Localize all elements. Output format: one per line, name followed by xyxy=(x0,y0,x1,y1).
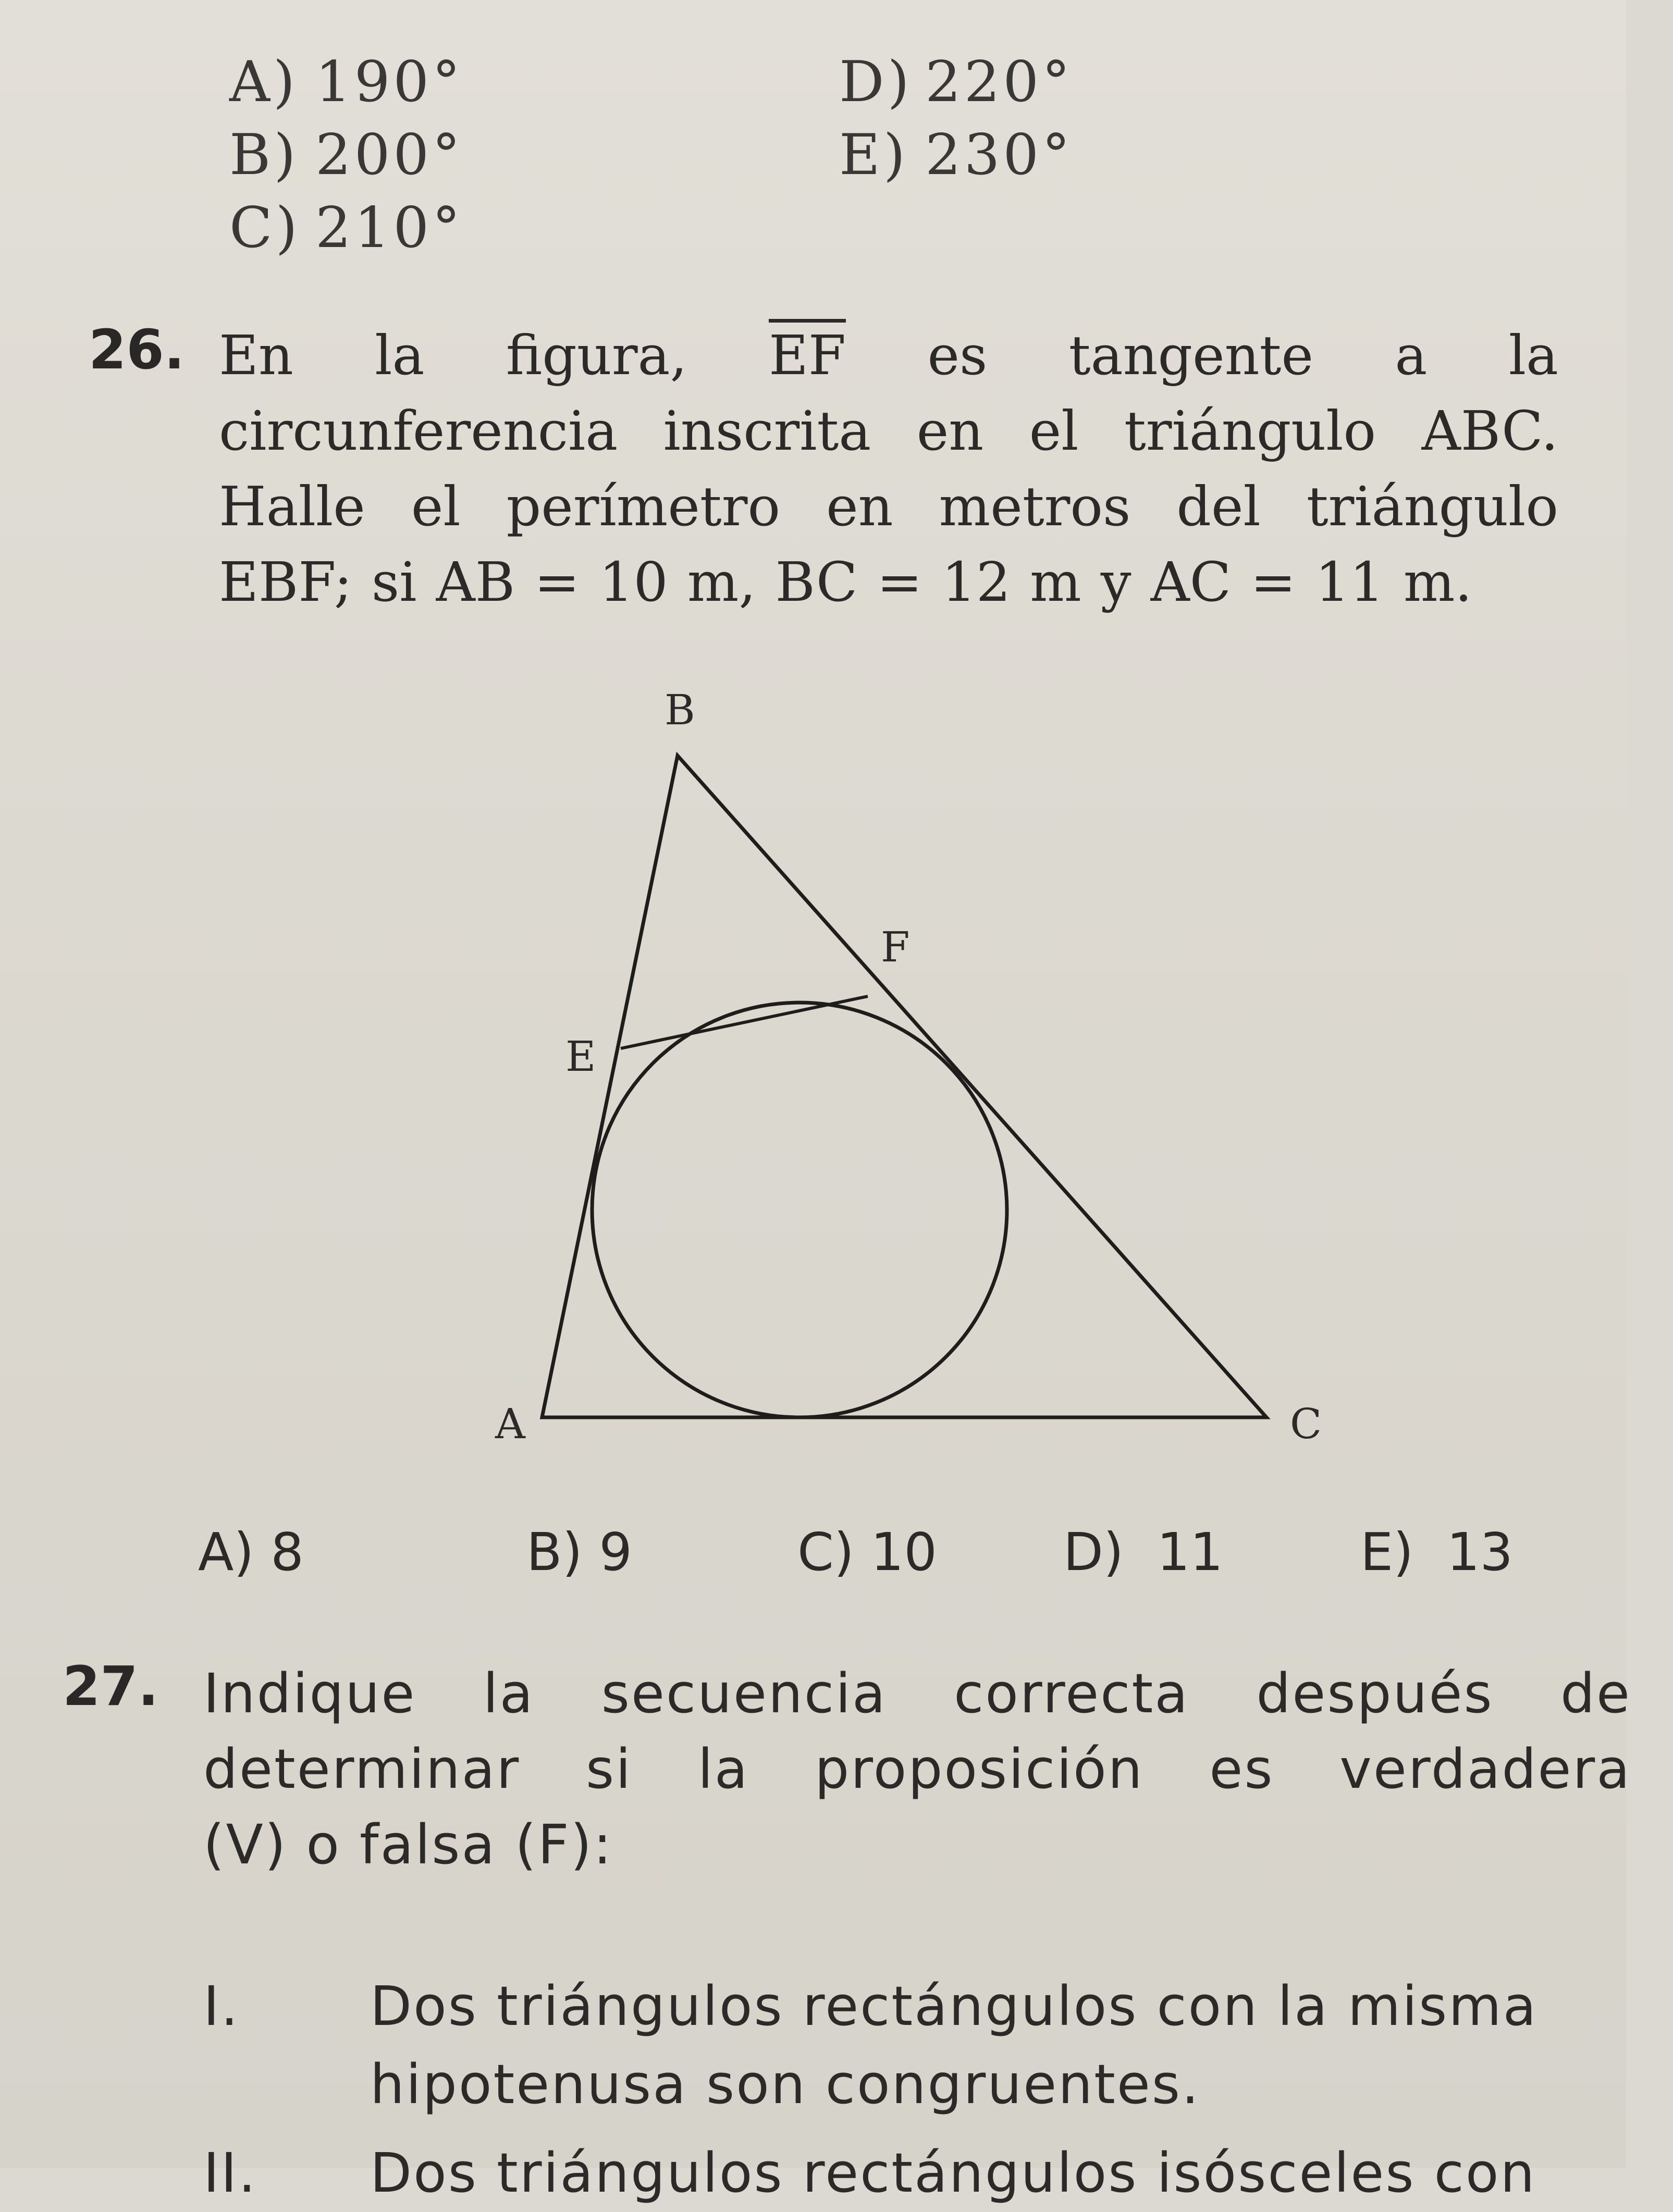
question-number: 27. xyxy=(63,1654,159,1718)
question-line-3: (V) o falsa (F): xyxy=(203,1813,613,1876)
triangle-abc xyxy=(542,756,1266,1417)
question-line-2: determinar si la proposición es verdadera xyxy=(203,1737,1631,1801)
statement-item xyxy=(203,2123,1642,2205)
question-line-4: EBF; si AB = 10 m, BC = 12 m y AC = 11 m. xyxy=(219,550,1472,614)
question-text xyxy=(219,318,1558,620)
question-line-2: circunferencia inscrita en el triángulo ABC. xyxy=(219,399,1558,463)
label-f: F xyxy=(881,923,910,971)
option-c: C) 210° xyxy=(229,195,464,261)
question-26 xyxy=(89,318,1558,615)
option-b: B) 200° xyxy=(229,122,464,188)
previous-question-options xyxy=(229,50,1115,268)
answer-c: C) 10 xyxy=(797,1522,937,1583)
option-e: E) 230° xyxy=(839,122,1074,188)
statement-number: II. xyxy=(203,2141,257,2205)
question-line-3: Halle el perímetro en metros del triángulo xyxy=(219,475,1558,538)
answer-e: E) 13 xyxy=(1360,1522,1514,1583)
option-a: A) 190° xyxy=(229,50,464,115)
answer-d: D) 11 xyxy=(1063,1522,1223,1583)
inscribed-circle xyxy=(592,1003,1007,1417)
statement-text: Dos triángulos rectángulos con la misma hipotenusa son congruentes. xyxy=(370,1974,1538,2116)
question-text xyxy=(203,1654,1631,1881)
segment-ef: EF xyxy=(769,319,846,387)
question-26-options xyxy=(198,1522,1564,1595)
question-number: 26. xyxy=(89,318,185,381)
triangle-diagram xyxy=(459,677,1376,1490)
label-a: A xyxy=(495,1400,525,1448)
statement-number: I. xyxy=(203,1974,240,2038)
answer-a: A) 8 xyxy=(198,1522,304,1583)
question-line-1: Indique la secuencia correcta después de xyxy=(203,1662,1631,1725)
statement-text: Dos triángulos rectángulos isósceles con xyxy=(370,2141,1536,2205)
label-b: B xyxy=(665,686,695,734)
question-line-1: En la figura, EF es tangente a la xyxy=(219,318,1558,393)
label-e: E xyxy=(565,1032,596,1081)
triangle-figure xyxy=(459,677,1376,1490)
segment-ef-line xyxy=(621,996,868,1048)
question-27 xyxy=(63,1654,1631,2205)
answer-b: B) 9 xyxy=(526,1522,633,1583)
label-c: C xyxy=(1290,1400,1322,1448)
statement-item xyxy=(203,1967,1642,2123)
option-d: D) 220° xyxy=(839,50,1074,115)
